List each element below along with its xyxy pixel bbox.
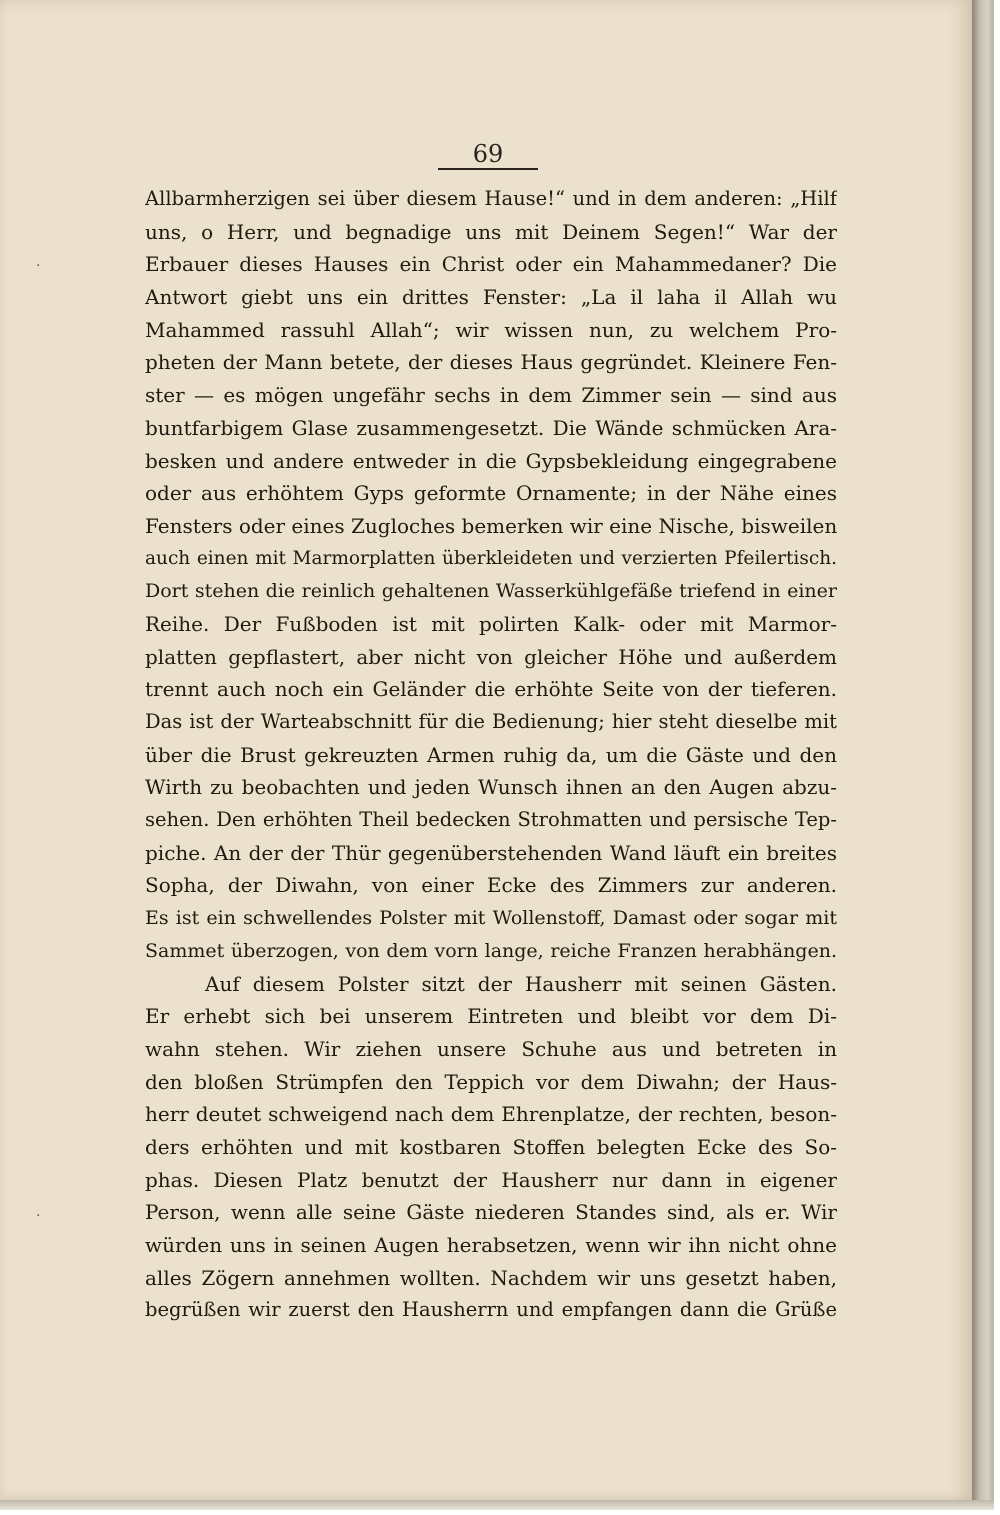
text-line: Es ist ein schwellendes Polster mit Wollenstoff, Damast oder sogar mit <box>145 907 837 930</box>
text-line: Allbarmherzigen sei über diesem Hause!“ und in dem anderen: „Hilf <box>145 187 837 210</box>
text-line: den bloßen Strümpfen den Teppich vor dem Diwahn; der Haus- <box>145 1069 837 1094</box>
text-line: alles Zögern annehmen wollten. Nachdem wir uns gesetzt haben, <box>145 1265 837 1290</box>
page-number-rule <box>438 168 538 170</box>
body-text <box>145 183 837 1327</box>
margin-mark: · <box>36 258 41 274</box>
text-line: über die Brust gekreuzten Armen ruhig da, um die Gäste und den <box>145 742 837 767</box>
text-line: Wirth zu beobachten und jeden Wunsch ihnen an den Augen abzu- <box>145 775 837 800</box>
text-line: Das ist der Warteabschnitt für die Bedienung; hier steht dieselbe mit <box>145 710 837 733</box>
text-line: buntfarbigem Glase zusammengesetzt. Die Wände schmücken Ara- <box>145 415 837 440</box>
page-bottom-edge <box>0 1500 994 1510</box>
text-line: Reihe. Der Fußboden ist mit polirten Kalk- oder mit Marmor- <box>145 611 837 636</box>
text-line: piche. An der der Thür gegenüberstehenden Wand läuft ein breites <box>145 840 837 865</box>
text-line: ders erhöhten und mit kostbaren Stoffen belegten Ecke des So- <box>145 1134 837 1159</box>
text-line: begrüßen wir zuerst den Hausherrn und empfangen dann die Grüße <box>145 1298 837 1322</box>
text-line: Fensters oder eines Zugloches bemerken wir eine Nische, bisweilen <box>145 513 837 538</box>
text-line: Er erhebt sich bei unserem Eintreten und bleibt vor dem Di- <box>145 1004 837 1029</box>
text-line: sehen. Den erhöhten Theil bedecken Strohmatten und persische Tep- <box>145 808 837 832</box>
text-line: besken und andere entweder in die Gypsbekleidung eingegrabene <box>145 448 837 473</box>
text-line: phas. Diesen Platz benutzt der Hausherr nur dann in eigener <box>145 1167 837 1192</box>
page-number: 69 <box>472 140 504 168</box>
text-line: oder aus erhöhtem Gyps geformte Ornamente; in der Nähe eines <box>145 481 837 506</box>
text-line: Antwort giebt uns ein drittes Fenster: „La il laha il Allah wu <box>145 285 837 310</box>
text-line: Auf diesem Polster sitzt der Hausherr mit seinen Gästen. <box>205 971 837 996</box>
text-line: auch einen mit Marmorplatten überkleideten und verzierten Pfeilertisch. <box>145 547 837 569</box>
text-line: ster — es mögen ungefähr sechs in dem Zimmer sein — sind aus <box>145 383 837 408</box>
text-line: wahn stehen. Wir ziehen unsere Schuhe aus und betreten in <box>145 1036 837 1061</box>
text-line: Erbauer dieses Hauses ein Christ oder ein Mahammedaner? Die <box>145 252 837 277</box>
margin-mark: · <box>36 1208 41 1224</box>
text-line: Sammet überzogen, von dem vorn lange, reiche Franzen herabhängen. <box>145 939 837 962</box>
text-line: Sopha, der Diwahn, von einer Ecke des Zimmers zur anderen. <box>145 873 837 898</box>
text-line: herr deutet schweigend nach dem Ehrenplatze, der rechten, beson- <box>145 1102 837 1127</box>
text-line: trennt auch noch ein Geländer die erhöhte Seite von der tieferen. <box>145 677 837 702</box>
text-line: uns, o Herr, und begnadige uns mit Deinem Segen!“ War der <box>145 219 837 244</box>
text-line: würden uns in seinen Augen herabsetzen, wenn wir ihn nicht ohne <box>145 1233 837 1257</box>
text-line: Person, wenn alle seine Gäste niederen Standes sind, als er. Wir <box>145 1200 837 1225</box>
text-line: Mahammed rassuhl Allah“; wir wissen nun, zu welchem Pro- <box>145 317 837 342</box>
page-edge-shadow <box>972 0 994 1510</box>
text-line: platten gepflastert, aber nicht von gleicher Höhe und außerdem <box>145 644 837 669</box>
text-line: pheten der Mann betete, der dieses Haus gegründet. Kleinere Fen- <box>145 350 837 375</box>
text-line: Dort stehen die reinlich gehaltenen Wasserkühlgefäße triefend in einer <box>145 580 837 603</box>
